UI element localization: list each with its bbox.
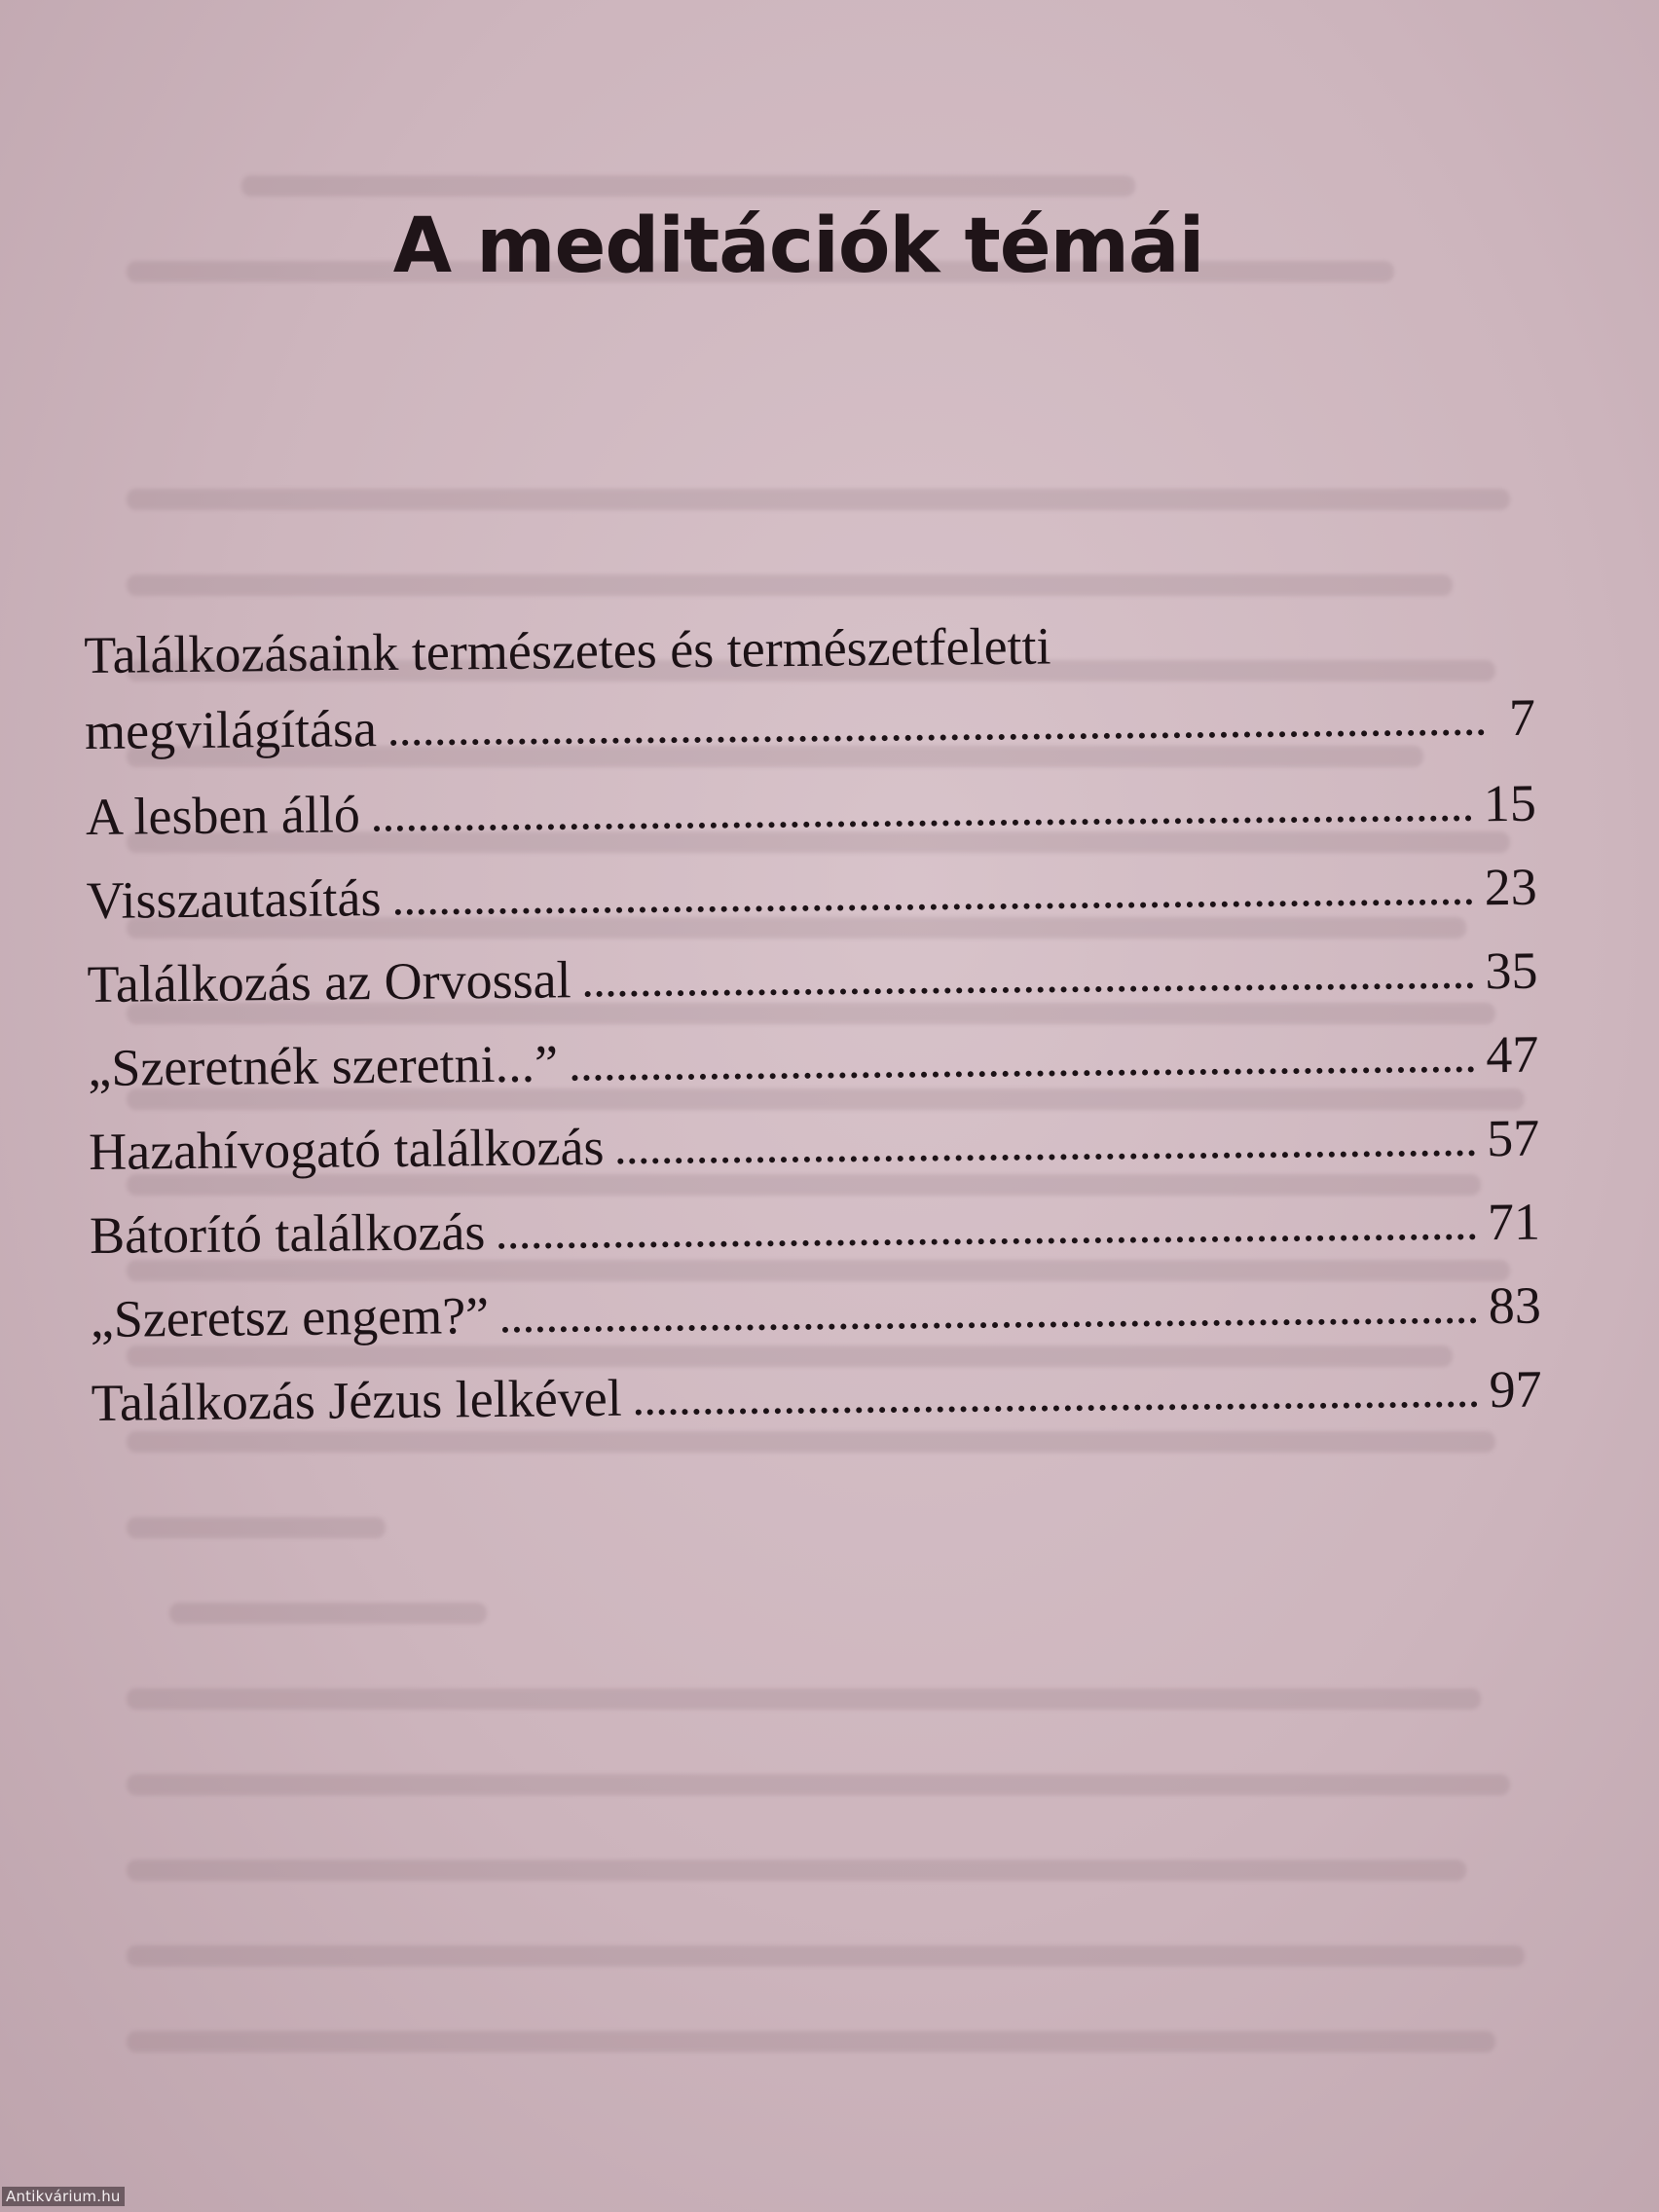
- dot-leader: [618, 1150, 1476, 1163]
- toc-entry-3: [86, 845, 1537, 942]
- toc-page-number: 47: [1486, 1024, 1539, 1085]
- dot-leader: [499, 1234, 1477, 1249]
- toc-entry-label: megvilágítása: [84, 699, 378, 760]
- toc-entry-label: „Szeretnék szeretni...”: [88, 1034, 559, 1097]
- toc-entry-label: Bátorító találkozás: [89, 1202, 486, 1265]
- toc-entry-9: [91, 1347, 1542, 1445]
- toc-page-number: 83: [1488, 1275, 1542, 1336]
- toc-entry-label: A lesben álló: [85, 785, 361, 846]
- toc-page-number: 23: [1484, 857, 1537, 917]
- toc-entry-8: [90, 1264, 1541, 1361]
- toc-entry-2: [85, 761, 1536, 859]
- toc-page-number: 15: [1483, 773, 1537, 833]
- dot-leader: [502, 1317, 1477, 1333]
- toc-page-number: 97: [1489, 1359, 1542, 1419]
- table-of-contents: [84, 609, 1542, 1445]
- toc-entry-1: [85, 674, 1536, 775]
- toc-entry-4: [87, 929, 1538, 1026]
- toc-entry-5: [88, 1013, 1539, 1110]
- toc-entry-label: Visszautasítás: [86, 868, 382, 930]
- toc-entry-label: Hazahívogató találkozás: [88, 1117, 605, 1181]
- toc-page-number: 57: [1486, 1108, 1540, 1168]
- toc-entry-label: Találkozás az Orvossal: [87, 950, 571, 1014]
- dot-leader: [390, 729, 1485, 746]
- toc-entry-label: „Szeretsz engem?”: [90, 1286, 490, 1348]
- dot-leader: [636, 1401, 1478, 1415]
- toc-entry-6: [89, 1096, 1540, 1194]
- dot-leader: [374, 815, 1472, 831]
- page-title: A meditációk témái: [392, 203, 1204, 290]
- toc-page-number: 35: [1485, 940, 1538, 1001]
- toc-entry-7: [90, 1180, 1541, 1277]
- site-watermark: Antikvárium.hu: [2, 2187, 125, 2206]
- dot-leader: [395, 899, 1473, 915]
- toc-page-number: 71: [1487, 1192, 1541, 1252]
- toc-page-number: 7: [1508, 687, 1536, 747]
- toc-entry-1-line1: Találkozásaink természetes és természetfeletti: [84, 616, 1051, 684]
- toc-entry-label: Találkozás Jézus lelkével: [91, 1368, 622, 1432]
- dot-leader: [571, 1066, 1474, 1081]
- dot-leader: [585, 982, 1474, 997]
